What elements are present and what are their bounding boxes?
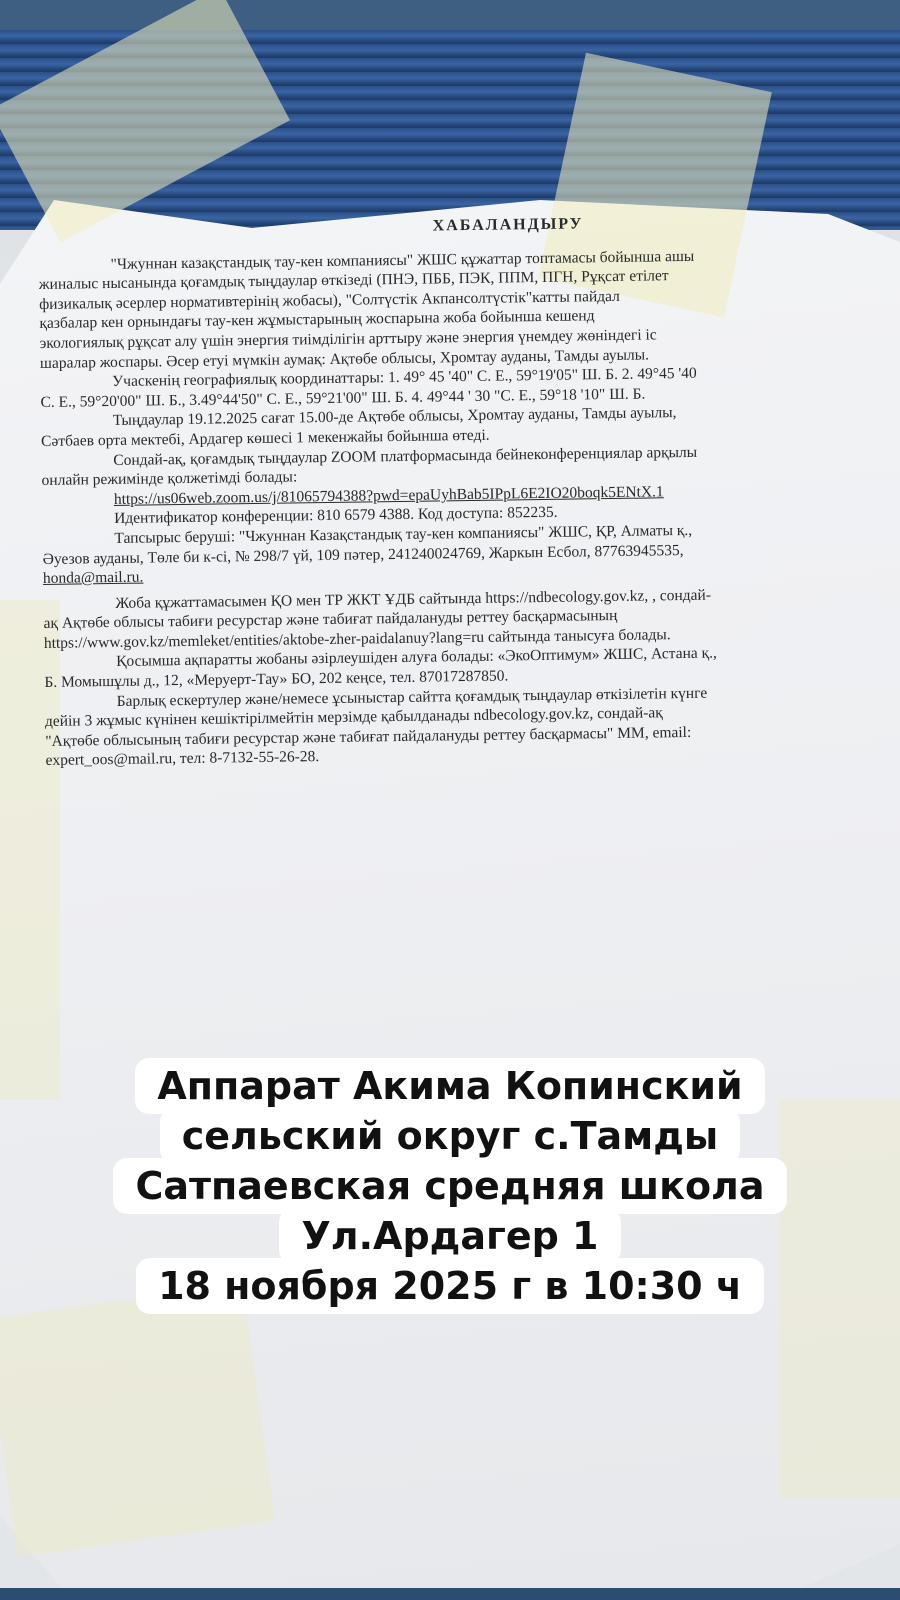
notice-line: expert_oos@mail.ru, тел: 8-7132-55-26-28. <box>45 748 320 770</box>
notice-document <box>38 210 900 771</box>
notice-line: Б. Момышұлы д., 12, «Меруерт-Тау» БО, 202 кеңсе, тел. 87017287850. <box>44 667 509 692</box>
caption-line: сельский округ с.Тамды <box>160 1108 741 1164</box>
zoom-link[interactable]: https://us06web.zoom.us/j/81065794388?pwd=epaUyhBab5IPpL6E2IO20boqk5ENtX.1 <box>113 483 664 508</box>
notice-line: жиналыс нысанында қоғамдық тыңдаулар өткізеді (ПНЭ, ПББ, ПЭК, ППМ, ПГН, Рұқсат етілет <box>38 267 669 294</box>
story-caption <box>0 1058 900 1314</box>
notice-line: онлайн режимінде қолжетімді болады: <box>41 468 298 490</box>
notice-line: https://www.gov.kz/memleket/entities/aktobe-zher-paidalanuy?lang=ru сайтында танысуға болады. <box>43 626 671 652</box>
notice-line: Қосымша ақпаратты жобаны әзірлеушіден алуға болады: «ЭкоОптимум» ЖШС, Астана қ., <box>116 645 718 671</box>
notice-line: Тапсырыс беруші: "Чжуннан Казақстандық тау-кен компаниясы" ЖШС, ҚР, Алматы қ., <box>114 521 693 547</box>
notice-line: Идентификатор конференции: 810 6579 4388. Код доступа: 852235. <box>114 504 558 528</box>
notice-line: "Чжуннан казақстандық тау-кен компаниясы" ЖШС құжаттар топтамасы бойынша ашы <box>110 247 695 273</box>
notice-line: физикалық әсерлер нормативтерінің жобасы), "Солтүстік Акпансолтүстік"катты пайдал <box>39 287 620 313</box>
bottom-bar <box>0 1588 900 1600</box>
notice-line: Сәтбаев орта мектебі, Ардагер көшесі 1 мекенжайы бойынша өтеді. <box>40 426 490 450</box>
notice-line: Барлық ескертулер және/немесе ұсыныстар сайтта қоғамдық тыңдаулар өткізілетін күнге <box>116 684 708 710</box>
caption-line: Аппарат Акима Копинский <box>135 1058 764 1114</box>
notice-line: Тыңдаулар 19.12.2025 сағат 15.00-де Ақтөбе облысы, Хромтау ауданы, Тамды ауылы, <box>112 404 677 430</box>
caption-line: 18 ноября 2025 г в 10:30 ч <box>136 1258 764 1314</box>
notice-line: шаралар жоспары. Әсер етуі мүмкін аумақ: Ақтөбе облысы, Хромтау ауданы, Тамды ауылы. <box>39 346 650 372</box>
notice-line: С. Е., 59°20'00" Ш. Б., 3.49°44'50" С. Е., 59°21'00" Ш. Б. 4. 49°44 ' 30 "С. Е., 59°18 '10" Ш. Б. <box>40 385 646 411</box>
notice-line: дейін 3 жұмыс күнінен кешіктірілмейтін мерзімде қабылданады ndbecology.gov.kz, сондай-ақ <box>44 704 663 731</box>
notice-line: Учаскенің географиялық координаттары: 1. 49° 45 '40" С. Е., 59°19'05" Ш. Б. 2. 49°45 '40 <box>112 364 697 391</box>
notice-line: "Ақтөбе облысының табиғи ресурстар және табиғат пайдалануды реттеу басқармасы" ММ, email: <box>45 723 692 750</box>
caption-line: Ул.Ардагер 1 <box>279 1208 620 1264</box>
notice-line: Сондай-ақ, қоғамдық тыңдаулар ZOOM платформасында бейнеконференциялар арқылы <box>113 443 698 469</box>
notice-line: экологиялық рұқсат алу үшін энергия тиімділігін арттыру және энергия үнемдеу жөніндегі іс <box>39 326 657 352</box>
email-link[interactable]: honda@mail.ru. <box>42 568 144 588</box>
notice-line: Әуезов ауданы, Төле би к-сі, № 298/7 үй, 109 пәтер, 241240024769, Жаркын Есбол, 87763945535, <box>42 541 684 568</box>
notice-line: ақ Ақтөбе облысы табиғи ресурстар және табиғат пайдалануды реттеу басқармасының <box>43 607 618 633</box>
notice-line: қазбалар кен орнындағы тау-кен жұмыстарының жоспарына жоба бойынша кешенд <box>39 307 595 333</box>
notice-line: Жоба құжаттамасымен ҚО мен ТР ЖКТ ҰДБ сайтында https://ndbecology.gov.kz, , сондай- <box>115 586 712 612</box>
caption-line: Сатпаевская средняя школа <box>113 1158 786 1214</box>
notice-title: ХАБАЛАНДЫРУ <box>432 215 584 235</box>
tape-strip-bottom-left <box>0 1283 275 1557</box>
top-bar <box>0 0 900 30</box>
